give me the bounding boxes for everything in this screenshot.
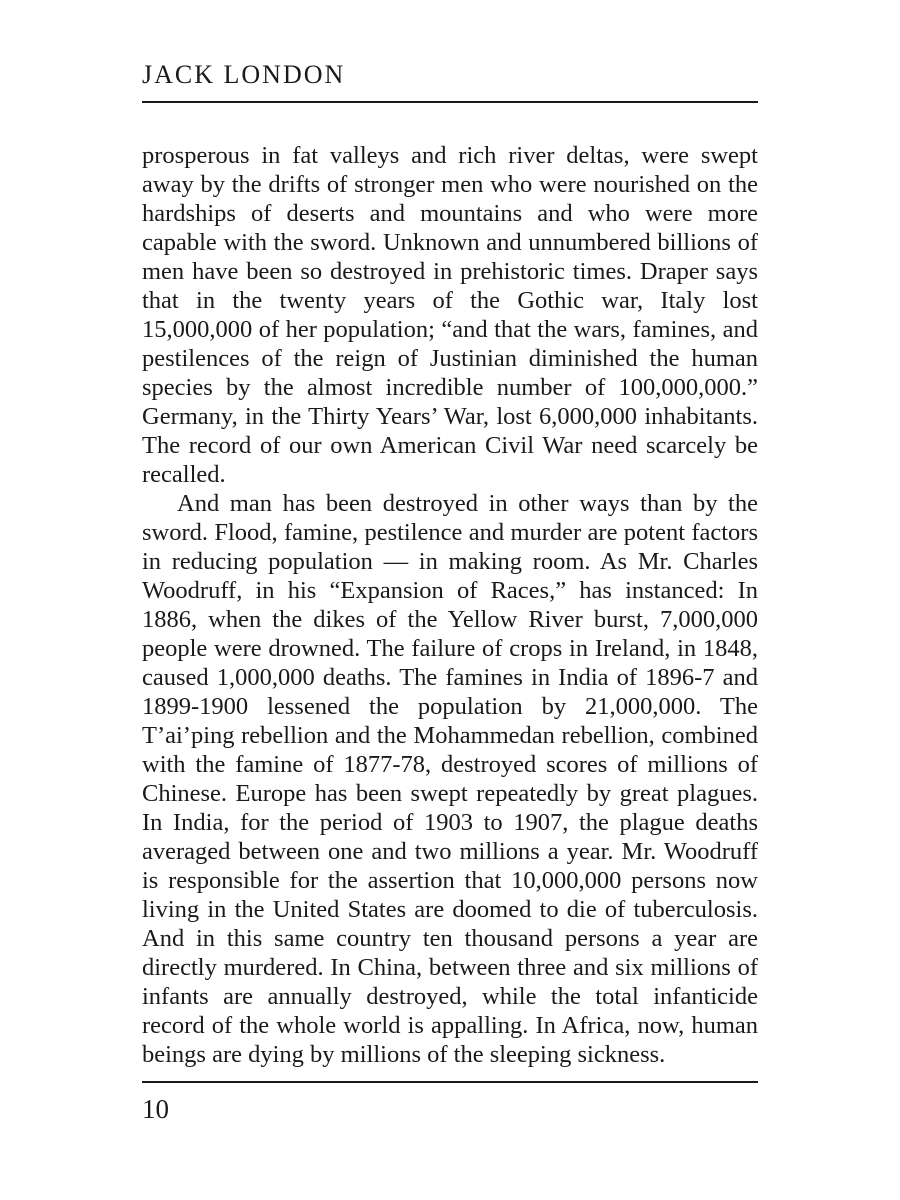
header-rule [142,101,758,103]
paragraph-1: prosperous in fat valleys and rich river deltas, were swept away by the drifts of stronger men who were nourished on the hardships of deserts and mountains and who were more capable with the sword. Unknown and unnumbered billions of men have been so destroyed in prehistoric times. Draper says that in the twenty years of the Gothic war, Italy lost 15,000,000 of her population; “and that the wars, famines, and pestilences of the reign of Justinian diminished the human species by the almost incredible number of 100,000,000.” Germany, in the Thirty Years’ War, lost 6,000,000 inhabitants. The record of our own American Civil War need scarcely be recalled. [142,142,758,488]
footer-rule [142,1081,758,1083]
body-text [142,141,758,1069]
paragraph-2: And man has been destroyed in other ways than by the sword. Flood, famine, pestilence and murder are potent factors in reducing population — in making room. As Mr. Charles Woodruff, in his “Expansion of Races,” has instanced: In 1886, when the dikes of the Yellow River burst, 7,000,000 people were drowned. The failure of crops in Ireland, in 1848, caused 1,000,000 deaths. The famines in India of 1896-7 and 1899-1900 lessened the population by 21,000,000. The T’ai’ping rebellion and the Mohammedan rebellion, combined with the famine of 1877-78, destroyed scores of millions of Chinese. Europe has been swept repeatedly by great plagues. In India, for the period of 1903 to 1907, the plague deaths averaged between one and two millions a year. Mr. Woodruff is responsible for the assertion that 10,000,000 persons now living in the United States are doomed to die of tuberculosis. And in this same country ten thousand persons a year are directly murdered. In China, between three and six millions of infants are annually destroyed, while the total infanticide record of the whole world is appalling. In Africa, now, human beings are dying by millions of the sleeping sickness. [142,490,758,1068]
page-number: 10 [142,1094,169,1124]
running-head-author: JACK LONDON [142,60,346,89]
